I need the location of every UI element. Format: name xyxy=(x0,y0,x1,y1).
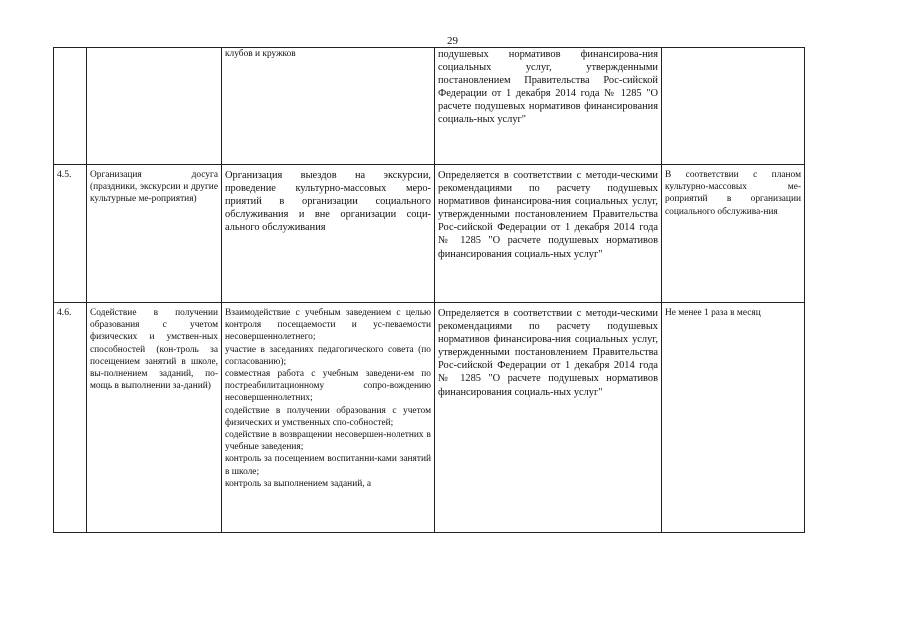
services-table xyxy=(53,47,805,533)
page-number: 29 xyxy=(447,35,458,47)
service-name: Содействие в получении образования с учетом физических и умствен-ных способностей (кон-троль за посещением занятий в школе, вы-полнением заданий, по-мощь в выполнении за-даний) xyxy=(87,303,222,533)
service-name xyxy=(87,48,222,165)
row-number: 4.5. xyxy=(54,165,87,303)
table-row xyxy=(54,303,805,533)
description-line: контроль за выполнением заданий, а xyxy=(225,478,372,489)
row-number: 4.6. xyxy=(54,303,87,533)
service-period: Не менее 1 раза в месяц xyxy=(662,303,805,533)
service-standard: Определяется в соответствии с методи-ческими рекомендациями по расчету подушевых нормативов финансирова-ния социальных услуг, утвержденными постановлением Правительства Рос-сийской Федерации от 1 декабря 2014 года № 1285 "О расчете подушевых нормативов финансирования социаль-ных услуг" xyxy=(435,165,662,303)
service-period xyxy=(662,48,805,165)
row-number xyxy=(54,48,87,165)
description-line: контроль за посещением воспитанни-ками занятий в школе; xyxy=(225,454,431,477)
service-standard: Определяется в соответствии с методи-ческими рекомендациями по расчету подушевых нормативов финансирова-ния социальных услуг, утвержденными постановлением Правительства Рос-сийской Федерации от 1 декабря 2014 года № 1285 "О расчете подушевых нормативов финансирования социаль-ных услуг" xyxy=(435,303,662,533)
table-row xyxy=(54,165,805,303)
description-line: совместная работа с учебным заведени-ем по постреабилитационному сопро-вождению несовершеннолетних; xyxy=(225,369,431,404)
description-line: содействие в получении образования с учетом физических и умственных спо-собностей; xyxy=(225,405,431,428)
service-period: В соответствии с планом культурно-массовых ме-роприятий в организации социального обслужива-ния xyxy=(662,165,805,303)
description-line: участие в заседаниях педагогического совета (по согласованию); xyxy=(225,344,431,367)
description-line: содействие в возвращении несовершен-нолетних в учебные заведения; xyxy=(225,430,431,453)
service-name: Организация досуга (праздники, экскурсии и другие культурные ме-роприятия) xyxy=(87,165,222,303)
service-description: Организация выездов на экскурсии, проведение культурно-массовых меро-приятий в организации социального обслуживания и вне организации соци-ального обслуживания xyxy=(222,165,435,303)
table-row xyxy=(54,48,805,165)
service-description xyxy=(222,303,435,533)
service-description: клубов и кружков xyxy=(222,48,435,165)
service-standard: подушевых нормативов финансирова-ния социальных услуг, утвержденными постановлением Правительства Рос-сийской Федерации от 1 декабря 2014 года № 1285 "О расчете подушевых нормативов финансирования социаль-ных услуг" xyxy=(435,48,662,165)
description-line: Взаимодействие с учебным заведением с целью контроля посещаемости и ус-певаемости несовершеннолетнего; xyxy=(225,308,431,343)
